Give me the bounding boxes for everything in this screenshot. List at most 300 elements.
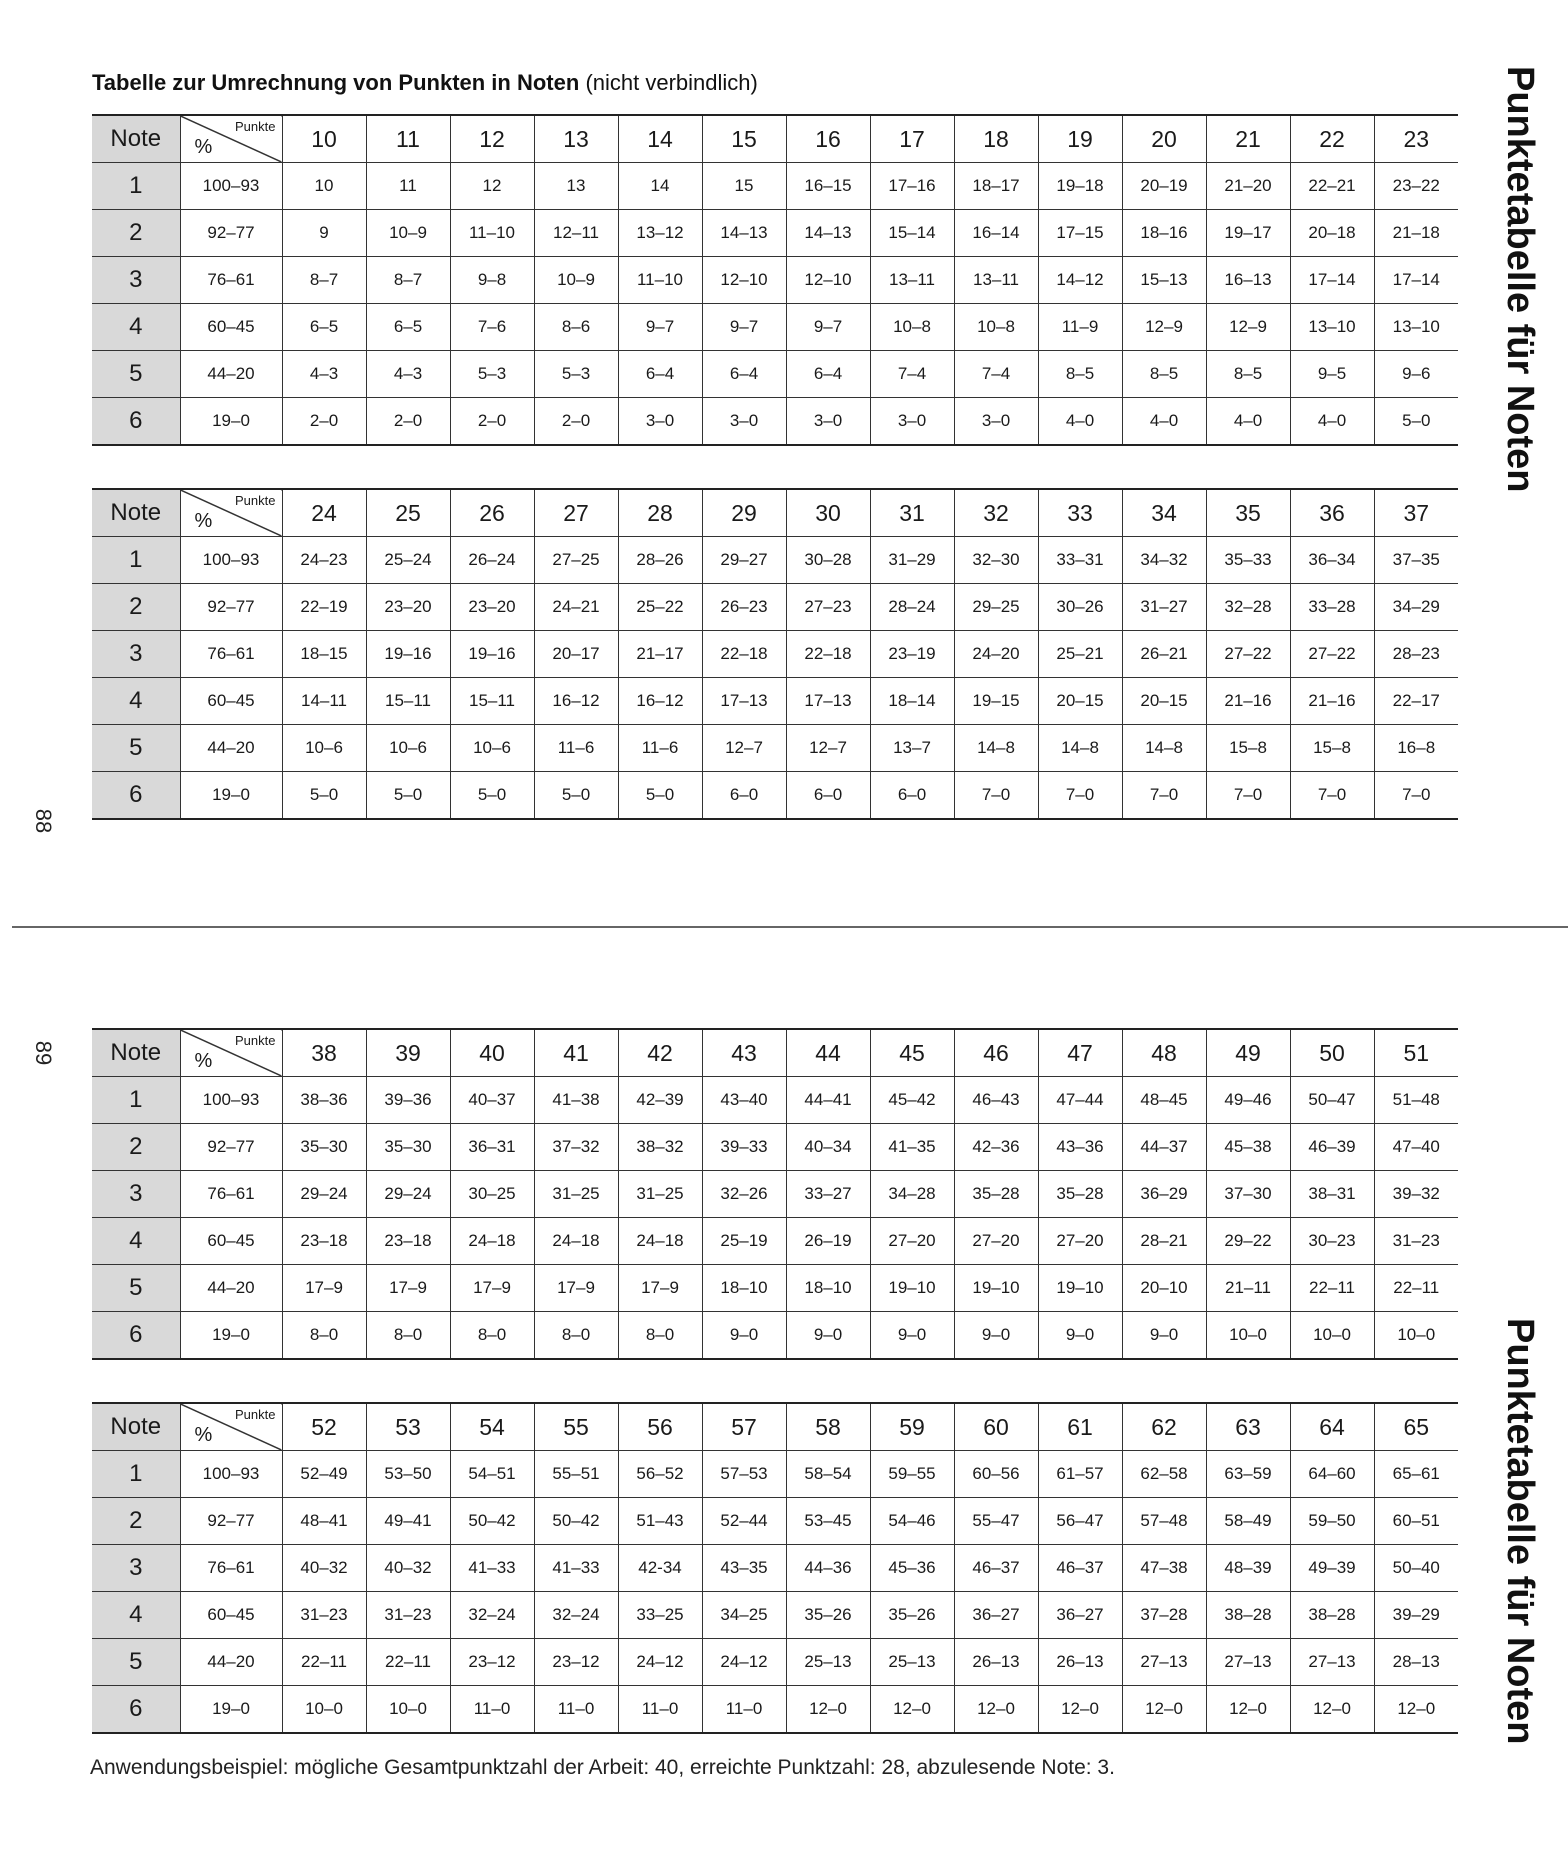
- points-range-cell: 11–0: [618, 1686, 702, 1734]
- points-range-cell: 16–8: [1374, 725, 1458, 772]
- points-range-cell: 18–16: [1122, 210, 1206, 257]
- points-range-cell: 9: [282, 210, 366, 257]
- percent-range-cell: 92–77: [180, 210, 282, 257]
- punkte-header: 45: [870, 1029, 954, 1077]
- percent-range-cell: 44–20: [180, 725, 282, 772]
- points-range-cell: 19–16: [450, 631, 534, 678]
- table-row: [92, 1077, 1458, 1124]
- punkte-header: 23: [1374, 115, 1458, 163]
- points-range-cell: 14–11: [282, 678, 366, 725]
- punkte-percent-header: [180, 489, 282, 537]
- points-range-cell: 13: [534, 163, 618, 210]
- points-range-cell: 14–8: [1122, 725, 1206, 772]
- points-range-cell: 7–0: [1290, 772, 1374, 820]
- points-range-cell: 27–20: [1038, 1218, 1122, 1265]
- points-range-cell: 7–0: [1374, 772, 1458, 820]
- points-range-cell: 10–0: [1374, 1312, 1458, 1360]
- table-row: [92, 631, 1458, 678]
- punkte-header: 15: [702, 115, 786, 163]
- points-range-cell: 20–15: [1038, 678, 1122, 725]
- points-range-cell: 23–19: [870, 631, 954, 678]
- punkte-header: 11: [366, 115, 450, 163]
- points-range-cell: 57–48: [1122, 1498, 1206, 1545]
- punkte-header: 18: [954, 115, 1038, 163]
- points-range-cell: 50–40: [1374, 1545, 1458, 1592]
- points-range-cell: 60–51: [1374, 1498, 1458, 1545]
- points-range-cell: 51–43: [618, 1498, 702, 1545]
- table-row: [92, 678, 1458, 725]
- points-range-cell: 28–21: [1122, 1218, 1206, 1265]
- points-range-cell: 12–9: [1206, 304, 1290, 351]
- points-range-cell: 19–10: [954, 1265, 1038, 1312]
- punkte-header: 50: [1290, 1029, 1374, 1077]
- punkte-percent-header: [180, 1029, 282, 1077]
- points-range-cell: 31–27: [1122, 584, 1206, 631]
- points-range-cell: 27–22: [1290, 631, 1374, 678]
- points-range-cell: 42–36: [954, 1124, 1038, 1171]
- table-row: [92, 1124, 1458, 1171]
- percent-range-cell: 100–93: [180, 1077, 282, 1124]
- points-range-cell: 40–32: [282, 1545, 366, 1592]
- punkte-header: 48: [1122, 1029, 1206, 1077]
- punkte-header: 61: [1038, 1403, 1122, 1451]
- points-range-cell: 42-34: [618, 1545, 702, 1592]
- points-range-cell: 35–26: [870, 1592, 954, 1639]
- points-range-cell: 10–8: [870, 304, 954, 351]
- points-range-cell: 43–40: [702, 1077, 786, 1124]
- points-range-cell: 35–30: [366, 1124, 450, 1171]
- points-range-cell: 39–36: [366, 1077, 450, 1124]
- points-range-cell: 6–5: [366, 304, 450, 351]
- points-range-cell: 2–0: [366, 398, 450, 446]
- punkte-header: 36: [1290, 489, 1374, 537]
- points-range-cell: 19–16: [366, 631, 450, 678]
- points-range-cell: 31–29: [870, 537, 954, 584]
- points-range-cell: 9–0: [786, 1312, 870, 1360]
- points-range-cell: 12–9: [1122, 304, 1206, 351]
- points-range-cell: 10–6: [366, 725, 450, 772]
- points-range-cell: 12–10: [786, 257, 870, 304]
- points-range-cell: 52–44: [702, 1498, 786, 1545]
- points-range-cell: 9–5: [1290, 351, 1374, 398]
- points-range-cell: 7–4: [954, 351, 1038, 398]
- points-range-cell: 13–7: [870, 725, 954, 772]
- points-table-1: [92, 114, 1458, 446]
- points-range-cell: 55–47: [954, 1498, 1038, 1545]
- points-range-cell: 40–32: [366, 1545, 450, 1592]
- points-range-cell: 36–29: [1122, 1171, 1206, 1218]
- points-range-cell: 23–20: [450, 584, 534, 631]
- points-range-cell: 51–48: [1374, 1077, 1458, 1124]
- points-range-cell: 17–15: [1038, 210, 1122, 257]
- points-range-cell: 26–19: [786, 1218, 870, 1265]
- points-range-cell: 26–13: [1038, 1639, 1122, 1686]
- points-range-cell: 27–13: [1122, 1639, 1206, 1686]
- points-range-cell: 2–0: [534, 398, 618, 446]
- points-range-cell: 17–13: [786, 678, 870, 725]
- points-range-cell: 21–16: [1206, 678, 1290, 725]
- points-range-cell: 20–15: [1122, 678, 1206, 725]
- points-range-cell: 44–36: [786, 1545, 870, 1592]
- note-column-header: Note: [92, 115, 180, 163]
- points-range-cell: 41–33: [450, 1545, 534, 1592]
- points-range-cell: 34–32: [1122, 537, 1206, 584]
- points-range-cell: 46–43: [954, 1077, 1038, 1124]
- points-range-cell: 64–60: [1290, 1451, 1374, 1498]
- table-row: [92, 1265, 1458, 1312]
- percent-range-cell: 76–61: [180, 257, 282, 304]
- points-range-cell: 12: [450, 163, 534, 210]
- points-range-cell: 13–10: [1374, 304, 1458, 351]
- points-range-cell: 59–55: [870, 1451, 954, 1498]
- points-range-cell: 20–10: [1122, 1265, 1206, 1312]
- points-range-cell: 19–17: [1206, 210, 1290, 257]
- points-range-cell: 36–34: [1290, 537, 1374, 584]
- table-row: [92, 1592, 1458, 1639]
- punkte-header: 37: [1374, 489, 1458, 537]
- points-range-cell: 15–8: [1290, 725, 1374, 772]
- points-range-cell: 29–22: [1206, 1218, 1290, 1265]
- points-range-cell: 29–25: [954, 584, 1038, 631]
- points-range-cell: 8–0: [366, 1312, 450, 1360]
- points-range-cell: 39–32: [1374, 1171, 1458, 1218]
- punkte-header: 16: [786, 115, 870, 163]
- table-row: [92, 304, 1458, 351]
- punkte-header: 54: [450, 1403, 534, 1451]
- table-row: [92, 351, 1458, 398]
- points-range-cell: 23–20: [366, 584, 450, 631]
- table-row: [92, 1312, 1458, 1360]
- points-range-cell: 25–13: [786, 1639, 870, 1686]
- points-range-cell: 13–10: [1290, 304, 1374, 351]
- points-range-cell: 19–10: [870, 1265, 954, 1312]
- points-range-cell: 8–5: [1038, 351, 1122, 398]
- points-range-cell: 16–12: [534, 678, 618, 725]
- punkte-header: 14: [618, 115, 702, 163]
- points-range-cell: 17–16: [870, 163, 954, 210]
- points-range-cell: 18–14: [870, 678, 954, 725]
- table-row: [92, 398, 1458, 446]
- points-range-cell: 27–13: [1290, 1639, 1374, 1686]
- table-row: [92, 210, 1458, 257]
- punkte-header: 58: [786, 1403, 870, 1451]
- points-range-cell: 21–11: [1206, 1265, 1290, 1312]
- points-range-cell: 5–0: [450, 772, 534, 820]
- page-number-bottom: 89: [31, 1040, 56, 1066]
- points-range-cell: 46–37: [954, 1545, 1038, 1592]
- percent-range-cell: 76–61: [180, 631, 282, 678]
- points-range-cell: 18–10: [786, 1265, 870, 1312]
- table-row: [92, 257, 1458, 304]
- points-range-cell: 32–24: [534, 1592, 618, 1639]
- points-range-cell: 11–10: [450, 210, 534, 257]
- points-range-cell: 33–27: [786, 1171, 870, 1218]
- punkte-header: 29: [702, 489, 786, 537]
- points-range-cell: 50–42: [450, 1498, 534, 1545]
- punkte-header: 20: [1122, 115, 1206, 163]
- punkte-header: 35: [1206, 489, 1290, 537]
- points-range-cell: 5–3: [450, 351, 534, 398]
- points-range-cell: 56–47: [1038, 1498, 1122, 1545]
- points-range-cell: 22–17: [1374, 678, 1458, 725]
- points-range-cell: 48–41: [282, 1498, 366, 1545]
- points-range-cell: 13–11: [870, 257, 954, 304]
- points-range-cell: 60–56: [954, 1451, 1038, 1498]
- points-range-cell: 14–12: [1038, 257, 1122, 304]
- note-cell: 5: [92, 1639, 180, 1686]
- punkte-header: 13: [534, 115, 618, 163]
- note-cell: 3: [92, 631, 180, 678]
- points-range-cell: 9–7: [786, 304, 870, 351]
- points-range-cell: 8–7: [366, 257, 450, 304]
- page-title-bold: Tabelle zur Umrechnung von Punkten in Noten: [92, 70, 580, 95]
- table-header-row: [92, 1403, 1458, 1451]
- table-header-row: [92, 489, 1458, 537]
- points-range-cell: 9–7: [702, 304, 786, 351]
- points-range-cell: 36–27: [954, 1592, 1038, 1639]
- points-range-cell: 23–18: [366, 1218, 450, 1265]
- points-range-cell: 15–8: [1206, 725, 1290, 772]
- punkte-header: 51: [1374, 1029, 1458, 1077]
- points-range-cell: 12–0: [1122, 1686, 1206, 1734]
- punkte-header: 21: [1206, 115, 1290, 163]
- points-range-cell: 48–39: [1206, 1545, 1290, 1592]
- punkte-header: 42: [618, 1029, 702, 1077]
- points-range-cell: 5–0: [534, 772, 618, 820]
- points-range-cell: 47–38: [1122, 1545, 1206, 1592]
- points-range-cell: 41–38: [534, 1077, 618, 1124]
- points-range-cell: 27–22: [1206, 631, 1290, 678]
- points-range-cell: 15–11: [366, 678, 450, 725]
- points-range-cell: 30–28: [786, 537, 870, 584]
- table-header-row: [92, 115, 1458, 163]
- table-row: [92, 537, 1458, 584]
- note-cell: 2: [92, 210, 180, 257]
- points-range-cell: 28–24: [870, 584, 954, 631]
- points-range-cell: 8–0: [282, 1312, 366, 1360]
- punkte-header: 22: [1290, 115, 1374, 163]
- points-range-cell: 41–33: [534, 1545, 618, 1592]
- percent-range-cell: 92–77: [180, 1124, 282, 1171]
- table-row: [92, 1498, 1458, 1545]
- points-range-cell: 26–24: [450, 537, 534, 584]
- points-range-cell: 27–23: [786, 584, 870, 631]
- points-range-cell: 18–17: [954, 163, 1038, 210]
- percent-range-cell: 100–93: [180, 163, 282, 210]
- punkte-label: Punkte: [235, 1033, 276, 1048]
- points-range-cell: 28–13: [1374, 1639, 1458, 1686]
- punkte-label: Punkte: [235, 493, 276, 508]
- points-range-cell: 17–9: [534, 1265, 618, 1312]
- punkte-header: 28: [618, 489, 702, 537]
- points-range-cell: 58–54: [786, 1451, 870, 1498]
- points-range-cell: 11: [366, 163, 450, 210]
- points-range-cell: 5–0: [618, 772, 702, 820]
- points-range-cell: 32–26: [702, 1171, 786, 1218]
- points-range-cell: 17–13: [702, 678, 786, 725]
- percent-range-cell: 100–93: [180, 537, 282, 584]
- points-range-cell: 11–0: [534, 1686, 618, 1734]
- points-range-cell: 37–30: [1206, 1171, 1290, 1218]
- points-range-cell: 24–18: [618, 1218, 702, 1265]
- percent-label: %: [194, 510, 213, 532]
- table-row: [92, 1218, 1458, 1265]
- percent-range-cell: 100–93: [180, 1451, 282, 1498]
- points-range-cell: 11–0: [450, 1686, 534, 1734]
- points-range-cell: 3–0: [702, 398, 786, 446]
- points-range-cell: 24–23: [282, 537, 366, 584]
- points-range-cell: 38–28: [1290, 1592, 1374, 1639]
- punkte-header: 17: [870, 115, 954, 163]
- points-range-cell: 4–0: [1038, 398, 1122, 446]
- percent-range-cell: 92–77: [180, 1498, 282, 1545]
- points-range-cell: 24–12: [618, 1639, 702, 1686]
- points-range-cell: 29–24: [282, 1171, 366, 1218]
- points-range-cell: 61–57: [1038, 1451, 1122, 1498]
- points-range-cell: 9–0: [954, 1312, 1038, 1360]
- points-range-cell: 17–9: [282, 1265, 366, 1312]
- points-range-cell: 58–49: [1206, 1498, 1290, 1545]
- points-range-cell: 12–7: [786, 725, 870, 772]
- percent-range-cell: 92–77: [180, 584, 282, 631]
- note-cell: 1: [92, 163, 180, 210]
- points-range-cell: 44–41: [786, 1077, 870, 1124]
- percent-range-cell: 19–0: [180, 772, 282, 820]
- points-range-cell: 11–10: [618, 257, 702, 304]
- points-range-cell: 32–30: [954, 537, 1038, 584]
- points-range-cell: 24–18: [450, 1218, 534, 1265]
- points-range-cell: 20–18: [1290, 210, 1374, 257]
- points-range-cell: 54–46: [870, 1498, 954, 1545]
- note-cell: 1: [92, 537, 180, 584]
- points-range-cell: 39–33: [702, 1124, 786, 1171]
- points-range-cell: 40–37: [450, 1077, 534, 1124]
- points-range-cell: 26–23: [702, 584, 786, 631]
- points-range-cell: 27–25: [534, 537, 618, 584]
- note-column-header: Note: [92, 1403, 180, 1451]
- punkte-header: 39: [366, 1029, 450, 1077]
- punkte-header: 62: [1122, 1403, 1206, 1451]
- punkte-header: 41: [534, 1029, 618, 1077]
- points-range-cell: 52–49: [282, 1451, 366, 1498]
- points-range-cell: 31–23: [282, 1592, 366, 1639]
- points-range-cell: 22–21: [1290, 163, 1374, 210]
- points-range-cell: 24–12: [702, 1639, 786, 1686]
- points-range-cell: 10: [282, 163, 366, 210]
- usage-example: Anwendungsbeispiel: mögliche Gesamtpunktzahl der Arbeit: 40, erreichte Punktzahl: 28, abzulesende Note: 3.: [90, 1756, 1115, 1779]
- points-range-cell: 22–19: [282, 584, 366, 631]
- points-range-cell: 44–37: [1122, 1124, 1206, 1171]
- punkte-header: 57: [702, 1403, 786, 1451]
- points-range-cell: 11–6: [534, 725, 618, 772]
- points-range-cell: 4–3: [366, 351, 450, 398]
- points-range-cell: 40–34: [786, 1124, 870, 1171]
- points-range-cell: 23–18: [282, 1218, 366, 1265]
- points-range-cell: 17–9: [618, 1265, 702, 1312]
- points-range-cell: 53–45: [786, 1498, 870, 1545]
- points-range-cell: 21–17: [618, 631, 702, 678]
- points-range-cell: 32–28: [1206, 584, 1290, 631]
- points-range-cell: 9–0: [702, 1312, 786, 1360]
- punkte-header: 40: [450, 1029, 534, 1077]
- table-row: [92, 1451, 1458, 1498]
- punkte-header: 60: [954, 1403, 1038, 1451]
- points-range-cell: 29–27: [702, 537, 786, 584]
- punkte-header: 59: [870, 1403, 954, 1451]
- percent-range-cell: 19–0: [180, 398, 282, 446]
- points-range-cell: 21–20: [1206, 163, 1290, 210]
- percent-label: %: [194, 1050, 213, 1072]
- points-range-cell: 8–7: [282, 257, 366, 304]
- punkte-header: 32: [954, 489, 1038, 537]
- note-cell: 2: [92, 1124, 180, 1171]
- points-range-cell: 15–14: [870, 210, 954, 257]
- points-range-cell: 2–0: [282, 398, 366, 446]
- points-range-cell: 14–8: [1038, 725, 1122, 772]
- points-range-cell: 10–8: [954, 304, 1038, 351]
- points-range-cell: 12–0: [786, 1686, 870, 1734]
- percent-range-cell: 44–20: [180, 351, 282, 398]
- points-range-cell: 23–22: [1374, 163, 1458, 210]
- table-row: [92, 1171, 1458, 1218]
- punkte-header: 55: [534, 1403, 618, 1451]
- points-range-cell: 11–6: [618, 725, 702, 772]
- points-range-cell: 4–0: [1290, 398, 1374, 446]
- points-range-cell: 4–0: [1122, 398, 1206, 446]
- points-range-cell: 23–12: [450, 1639, 534, 1686]
- points-range-cell: 55–51: [534, 1451, 618, 1498]
- points-range-cell: 7–0: [1122, 772, 1206, 820]
- points-range-cell: 45–38: [1206, 1124, 1290, 1171]
- points-range-cell: 15: [702, 163, 786, 210]
- note-cell: 5: [92, 1265, 180, 1312]
- points-range-cell: 18–15: [282, 631, 366, 678]
- percent-range-cell: 60–45: [180, 304, 282, 351]
- punkte-label: Punkte: [235, 1407, 276, 1422]
- table-header-row: [92, 1029, 1458, 1077]
- points-range-cell: 12–0: [1374, 1686, 1458, 1734]
- points-range-cell: 20–19: [1122, 163, 1206, 210]
- points-range-cell: 34–25: [702, 1592, 786, 1639]
- page-title-note: (nicht verbindlich): [585, 70, 758, 95]
- points-range-cell: 46–39: [1290, 1124, 1374, 1171]
- percent-range-cell: 60–45: [180, 678, 282, 725]
- table-row: [92, 772, 1458, 820]
- points-range-cell: 11–0: [702, 1686, 786, 1734]
- points-range-cell: 35–28: [1038, 1171, 1122, 1218]
- punkte-header: 31: [870, 489, 954, 537]
- punkte-header: 38: [282, 1029, 366, 1077]
- note-cell: 1: [92, 1077, 180, 1124]
- note-column-header: Note: [92, 489, 180, 537]
- points-range-cell: 38–31: [1290, 1171, 1374, 1218]
- points-range-cell: 14: [618, 163, 702, 210]
- points-table-2: [92, 488, 1458, 820]
- points-range-cell: 29–24: [366, 1171, 450, 1218]
- points-range-cell: 49–39: [1290, 1545, 1374, 1592]
- note-cell: 4: [92, 304, 180, 351]
- points-range-cell: 53–50: [366, 1451, 450, 1498]
- points-range-cell: 12–0: [870, 1686, 954, 1734]
- note-cell: 4: [92, 1592, 180, 1639]
- points-range-cell: 5–3: [534, 351, 618, 398]
- points-range-cell: 62–58: [1122, 1451, 1206, 1498]
- points-range-cell: 59–50: [1290, 1498, 1374, 1545]
- note-cell: 5: [92, 351, 180, 398]
- points-range-cell: 7–6: [450, 304, 534, 351]
- punkte-header: 12: [450, 115, 534, 163]
- page-divider: [12, 926, 1568, 928]
